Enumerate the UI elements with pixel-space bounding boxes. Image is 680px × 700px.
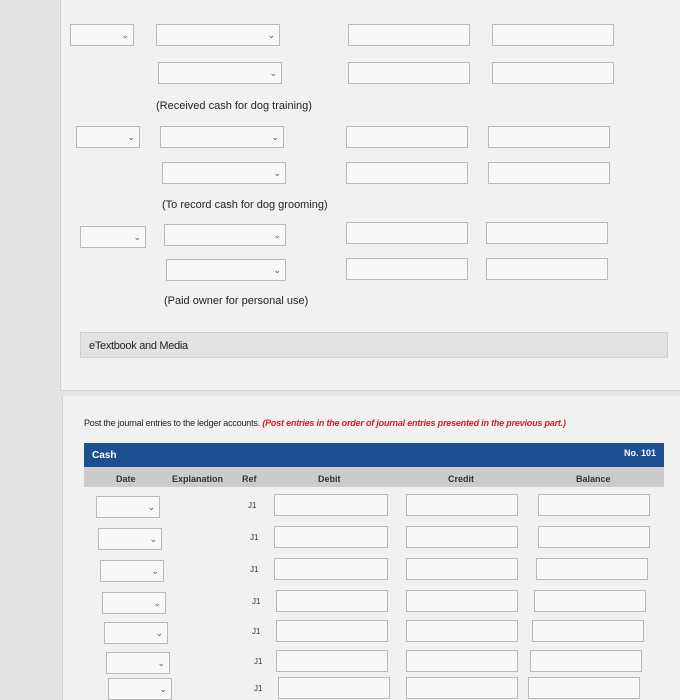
account-select-2a[interactable] — [160, 126, 284, 148]
ledger-balance-input[interactable] — [528, 677, 640, 699]
ledger-column-headers — [84, 467, 664, 487]
ledger-credit-input[interactable] — [406, 620, 518, 642]
ledger-credit-input[interactable] — [406, 590, 518, 612]
instruction-text: Post the journal entries to the ledger accounts. — [84, 418, 261, 428]
ledger-credit-input[interactable] — [406, 677, 518, 699]
chevron-down-icon: ⌄ — [147, 502, 155, 512]
ledger-balance-input[interactable] — [538, 526, 650, 548]
chevron-down-icon: ⌄ — [159, 684, 167, 694]
debit-input-2a[interactable] — [346, 126, 468, 148]
entry-description: (To record cash for dog grooming) — [162, 199, 328, 211]
ledger-ref: J1 — [248, 501, 257, 510]
account-select-1b[interactable] — [158, 62, 282, 84]
col-balance: Balance — [576, 474, 611, 484]
credit-input-1b[interactable] — [492, 62, 614, 84]
ledger-debit-input[interactable] — [276, 620, 388, 642]
debit-input-1b[interactable] — [348, 62, 470, 84]
chevron-down-icon: ⌄ — [149, 534, 157, 544]
account-name: Cash — [92, 450, 117, 461]
ledger-balance-input[interactable] — [532, 620, 644, 642]
ledger-date-select[interactable] — [106, 652, 170, 674]
ledger-balance-input[interactable] — [534, 590, 646, 612]
ledger-account-header — [84, 443, 664, 467]
ledger-date-select[interactable] — [102, 592, 166, 614]
chevron-down-icon: ⌄ — [151, 566, 159, 576]
debit-input-2b[interactable] — [346, 162, 468, 184]
chevron-down-icon: ⌄ — [127, 132, 135, 142]
account-select-3b[interactable] — [166, 259, 286, 281]
ledger-debit-input[interactable] — [274, 494, 388, 516]
chevron-down-icon: ⌄ — [271, 132, 279, 142]
chevron-down-icon: ⌄ — [267, 30, 275, 40]
col-date: Date — [116, 474, 136, 484]
col-ref: Ref — [242, 474, 257, 484]
ledger-date-select[interactable] — [104, 622, 168, 644]
ledger-debit-input[interactable] — [276, 590, 388, 612]
ledger-debit-input[interactable] — [276, 650, 388, 672]
entry-description: (Received cash for dog training) — [156, 100, 312, 112]
debit-input-1a[interactable] — [348, 24, 470, 46]
credit-input-2b[interactable] — [488, 162, 610, 184]
ledger-debit-input[interactable] — [274, 526, 388, 548]
credit-input-3b[interactable] — [486, 258, 608, 280]
col-debit: Debit — [318, 474, 341, 484]
ledger-credit-input[interactable] — [406, 558, 518, 580]
ledger-credit-input[interactable] — [406, 650, 518, 672]
ledger-ref: J1 — [254, 657, 263, 666]
col-credit: Credit — [448, 474, 475, 484]
debit-input-3b[interactable] — [346, 258, 468, 280]
date-select-1[interactable] — [70, 24, 134, 46]
account-select-2b[interactable] — [162, 162, 286, 184]
ledger-ref: J1 — [252, 627, 261, 636]
ledger-instruction — [84, 418, 566, 428]
account-select-3a[interactable] — [164, 224, 286, 246]
ledger-debit-input[interactable] — [278, 677, 390, 699]
chevron-down-icon: ⌄ — [133, 232, 141, 242]
col-explanation: Explanation — [172, 474, 224, 484]
chevron-down-icon: ⌄ — [273, 168, 281, 178]
chevron-down-icon: ⌄ — [273, 230, 281, 240]
account-number: No. 101 — [623, 448, 656, 458]
debit-input-3a[interactable] — [346, 222, 468, 244]
ledger-balance-input[interactable] — [530, 650, 642, 672]
credit-input-3a[interactable] — [486, 222, 608, 244]
chevron-down-icon: ⌄ — [155, 628, 163, 638]
date-select-3[interactable] — [80, 226, 146, 248]
ledger-ref: J1 — [254, 684, 263, 693]
etextbook-media-link[interactable]: eTextbook and Media — [80, 332, 668, 358]
ledger-date-select[interactable] — [98, 528, 162, 550]
ledger-credit-input[interactable] — [406, 526, 518, 548]
ledger-date-select[interactable] — [100, 560, 164, 582]
ledger-balance-input[interactable] — [538, 494, 650, 516]
chevron-down-icon: ⌄ — [273, 265, 281, 275]
instruction-note: (Post entries in the order of journal entries presented in the previous part.) — [262, 418, 566, 428]
chevron-down-icon: ⌄ — [153, 598, 161, 608]
ledger-ref: J1 — [250, 565, 259, 574]
ledger-credit-input[interactable] — [406, 494, 518, 516]
credit-input-1a[interactable] — [492, 24, 614, 46]
account-select-1a[interactable] — [156, 24, 280, 46]
ledger-balance-input[interactable] — [536, 558, 648, 580]
ledger-date-select[interactable] — [96, 496, 160, 518]
ledger-date-select[interactable] — [108, 678, 172, 700]
chevron-down-icon: ⌄ — [269, 68, 277, 78]
ledger-ref: J1 — [250, 533, 259, 542]
ledger-ref: J1 — [252, 597, 261, 606]
credit-input-2a[interactable] — [488, 126, 610, 148]
ledger-debit-input[interactable] — [274, 558, 388, 580]
date-select-2[interactable] — [76, 126, 140, 148]
chevron-down-icon: ⌄ — [157, 658, 165, 668]
entry-description: (Paid owner for personal use) — [164, 295, 309, 307]
chevron-down-icon: ⌄ — [121, 30, 129, 40]
